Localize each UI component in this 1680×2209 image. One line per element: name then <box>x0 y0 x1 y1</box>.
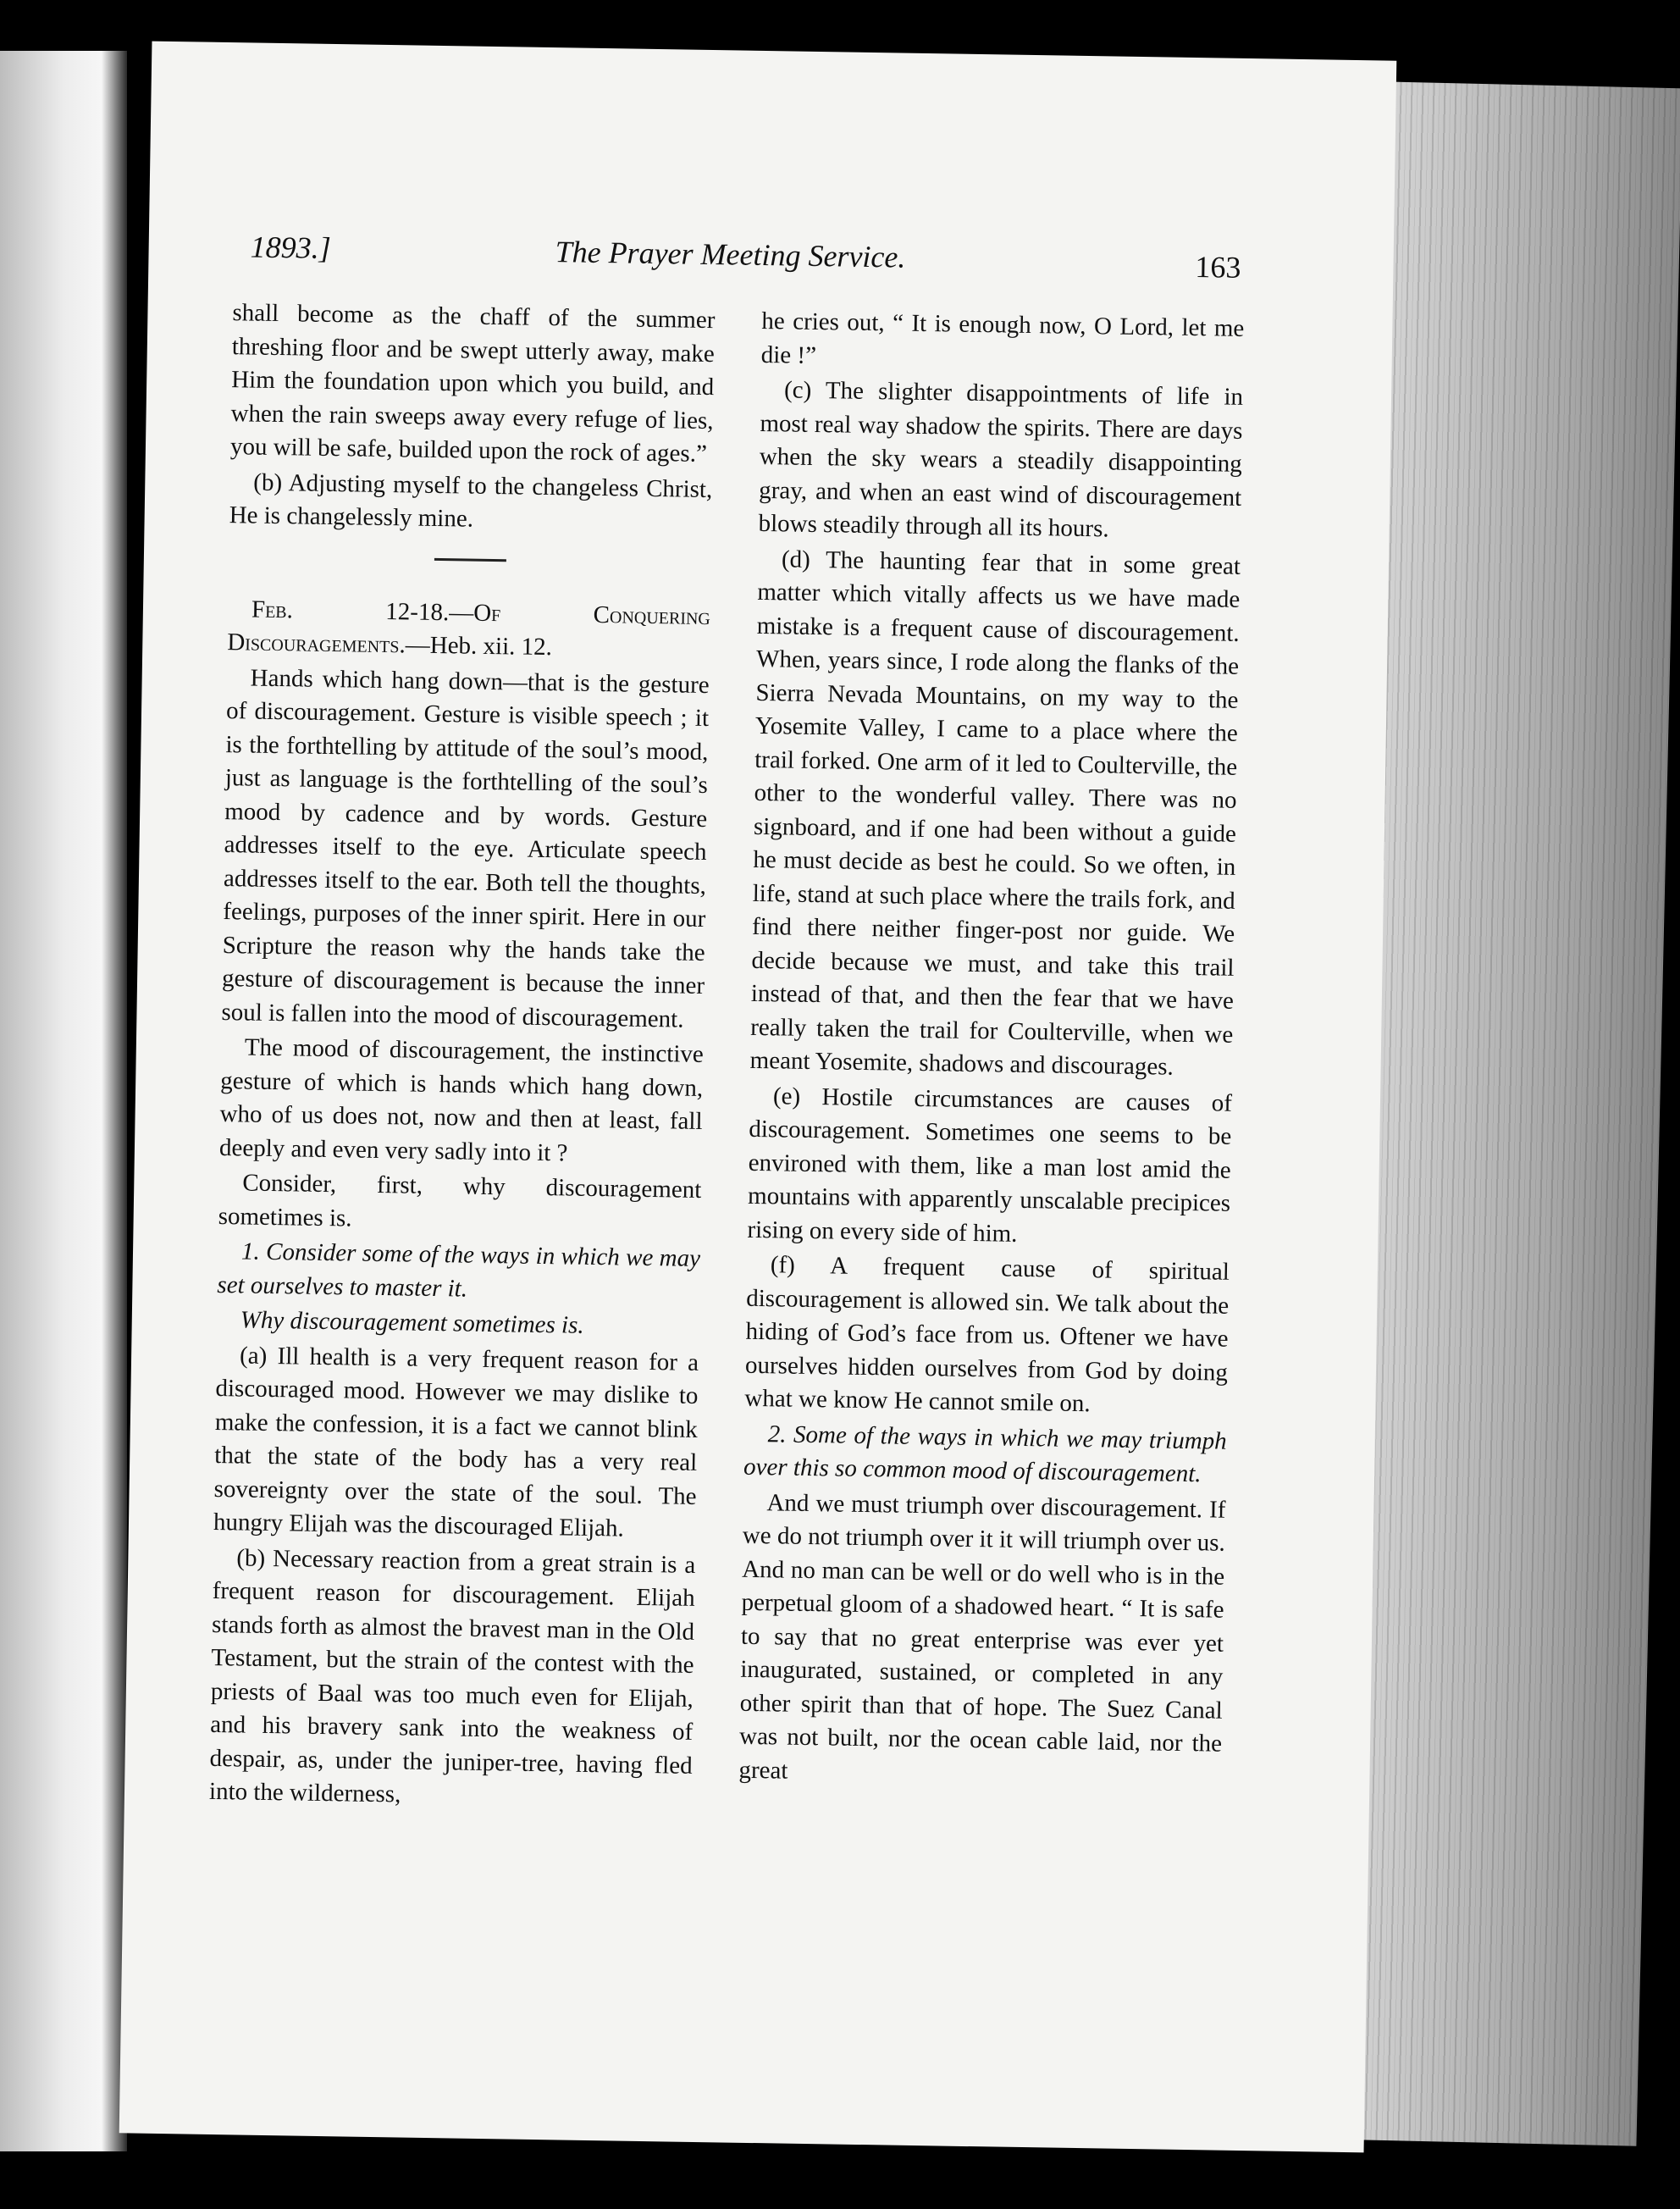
section-heading <box>227 593 710 667</box>
left-column <box>209 296 716 1818</box>
paragraph: (b) Necessary reaction from a great strain is a frequent reason for discouragement. Elijah stands forth as almost the bravest man in the Old Testament, but the strain of the contest with the priests of Baal was too much even for Elijah, and his bravery sank into the weakness of despair, as, under the juniper-tree, having fled into the wilderness, <box>208 1543 696 1808</box>
section-heading-title: Feb. 12-18.—Of Conquering Discouragements. <box>227 595 711 659</box>
running-head-year: 1893.] <box>250 230 332 265</box>
paragraph: (a) Ill health is a very frequent reason for a discouraged mood. However we may dislike to make the confession, it is a fact we cannot blink that the state of the body has a very real sovereignty over the state of the soul. The hungry Elijah was the discouraged Elijah. <box>213 1341 699 1542</box>
paragraph: 2. Some of the ways in which we may triumph over this so common mood of discouragement. <box>743 1420 1227 1488</box>
paragraph: Why discouragement sometimes is. <box>240 1306 584 1339</box>
left-page-edge <box>0 51 127 2151</box>
paragraph: (b) Adjusting myself to the changeless Christ, He is changelessly mine. <box>229 468 713 533</box>
paragraph: And we must triumph over discouragement. If we do not triumph over it it will triumph over us. And no man can be well or do well who is in the perpetual gloom of a shadowed heart. “ It is safe to say that no great enterprise was ever yet inaugurated, sustained, or completed in any other spirit than that of hope. The Suez Canal was not built, nor the ocean cable laid, nor the great <box>738 1488 1226 1785</box>
paragraph: (d) The haunting fear that in some great matter which vitally affects us we have made mistake is a frequent cause of discouragement. When, years since, I rode along the flanks of the Sierra Nevada Mountains, on my way to the Yosemite Valley, I came to a place where the trail forked. One arm of it led to Coulterville, the other to the wonderful valley. There was no signboard, and if one had been without a guide he must decide as best he could. So we often, in life, stand at such place where the trails fork, and find there neither finger-post nor guide. We decide because we must, and take this trail instead of that, and then the fear that we have really taken the trail for Coulterville, when we meant Yosemite, shadows and discourages. <box>749 545 1241 1081</box>
book-page <box>119 42 1397 2153</box>
paragraph: shall become as the chaff of the summer threshing floor and be swept utterly away, make Him the foundation upon which you build, and when the rain sweeps away every refuge of lies, you will be safe, builded upon the rock of ages.” <box>229 299 716 468</box>
page-number: 163 <box>1195 249 1241 285</box>
paragraph: he cries out, “ It is enough now, O Lord, let me die !” <box>760 307 1245 369</box>
section-heading-reference: —Heb. xii. 12. <box>405 631 553 662</box>
running-head <box>250 229 1241 295</box>
paragraph: Hands which hang down—that is the gesture of discouragement. Gesture is visible speech ; it is the forthtelling by attitude of the soul’s mood, just as language is the forthtelling of the soul’s mood by cadence and by words. Gesture addresses itself to the eye. Articulate speech addresses itself to the ear. Both tell the thoughts, feelings, purposes of the inner spirit. Here in our Scripture the reason why the hands take the gesture of discouragement is because the inner soul is fallen into the mood of discouragement. <box>221 664 710 1033</box>
right-column <box>738 305 1244 1797</box>
paragraph: Consider, first, why discouragement sometimes is. <box>218 1169 702 1232</box>
paragraph: The mood of discouragement, the instinctive gesture of which is hands which hang down, who of us does not, now and then at least, fall deeply and even very sadly into it ? <box>218 1033 705 1166</box>
paragraph: 1. Consider some of the ways in which we may set ourselves to master it. <box>217 1237 701 1303</box>
paragraph: (c) The slighter disappointments of life in most real way shadow the spirits. There are days when the sky wears a steadily disappointing gray, and when an east wind of discouragement blows steadily through all its hours. <box>758 376 1244 543</box>
section-separator <box>434 557 506 561</box>
running-head-title: The Prayer Meeting Service. <box>555 235 906 274</box>
paragraph: (f) A frequent cause of spiritual discouragement is allowed sin. We talk about the hiding of God’s face from us. Oftener we have ourselves hidden ourselves from God by doing what we know He cannot smile on. <box>744 1251 1230 1418</box>
paragraph: (e) Hostile circumstances are causes of discouragement. Sometimes one seems to be environed with them, like a man lost amid the mountains with apparently unscalable precipices rising on every side of him. <box>747 1082 1233 1248</box>
